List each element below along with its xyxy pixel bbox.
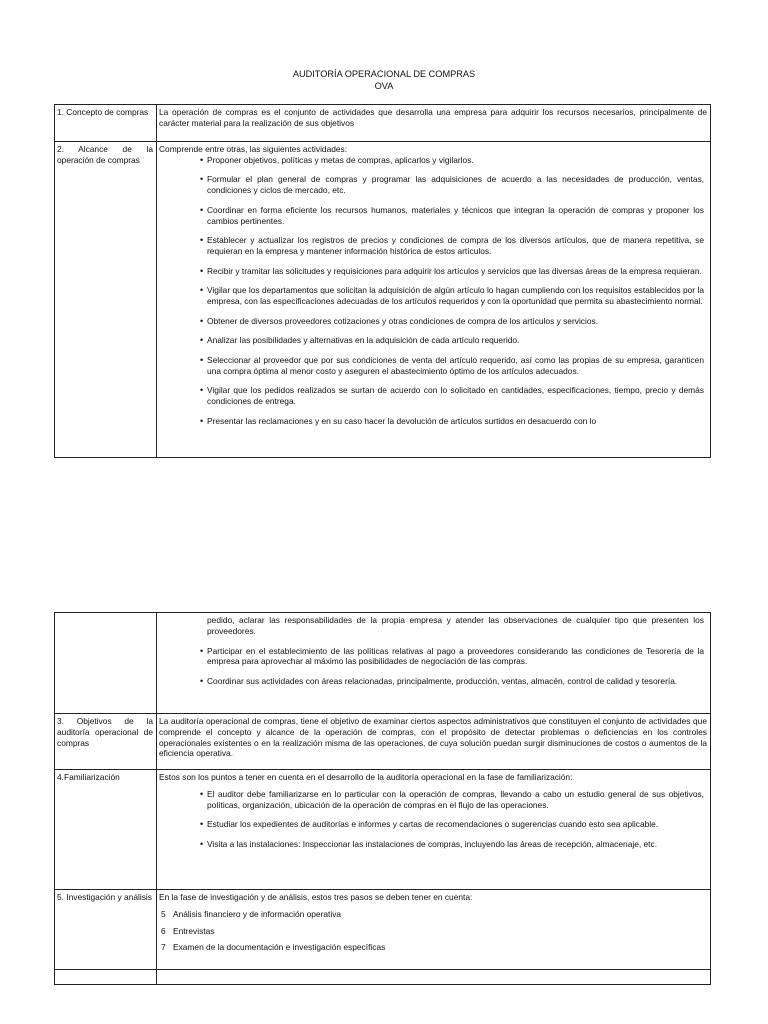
item-number: 7 [161,942,166,953]
document-title-block [0,69,768,92]
row-content [157,770,711,890]
row-label: 1. Concepto de compras [55,105,157,142]
audit-table-page-2 [54,612,711,985]
item-text: Análisis financiero y de información operativa [173,908,342,919]
numbered-item [161,942,707,953]
list-item: • Establecer y actualizar los registros de precios y condiciones de compra de los diversos artículos, que de manera repetitiva, se requieran en la empresa y mantener información histórica de estos artículos. [159,235,707,257]
item-number: 6 [161,925,166,936]
list-item: • Participar en el establecimiento de las políticas relativas al pago a proveedores considerando las condiciones de Tesorería de la empresa para aprovechar al máximo las posibilidades de negociación de las compras. [159,646,707,668]
row-intro: Comprende entre otras, las siguientes actividades: [159,144,348,154]
item-text: Examen de la documentación e investigación específicas [173,942,386,953]
list-item: • Formular el plan general de compras y programar las adquisiciones de acuerdo a las necesidades de producción, ventas, condiciones y ciclos de mercado, etc. [159,174,707,196]
row-content [157,142,711,458]
list-item: • Coordinar en forma eficiente los recursos humanos, materiales y técnicos que integran la operación de compras y proponer los cambios pertinentes. [159,205,707,227]
row-label-empty [55,613,157,714]
list-item: • Recibir y tramitar las solicitudes y requisiciones para adquirir los artículos y servicios que las diversas áreas de la empresa requieran. [159,266,707,277]
table-row-alcance [55,142,711,458]
list-item: • Vigilar que los pedidos realizados se surtan de acuerdo con lo solicitado en cantidades, especificaciones, tiempo, precio y demás condiciones de entrega. [159,385,707,407]
list-item: • Analizar las posibilidades y alternativas en la adquisición de cada artículo requerido. [159,335,707,346]
row-intro: En la fase de investigación y de análisis, estos tres pasos se deben tener en cuenta: [159,892,473,902]
list-item: • Proponer objetivos, políticas y metas de compras, aplicarlos y vigilarlos. [159,155,707,166]
table-row-alcance-continued [55,613,711,714]
row-content [157,613,711,714]
bullet-list [159,155,707,427]
list-item: • Vigilar que los departamentos que solicitan la adquisición de algún artículo lo hagan cumpliendo con los requisitos establecidos por la empresa, con las especificaciones adecuadas de los artículos requeridos y con la oportunidad que permita su abastecimiento normal. [159,285,707,307]
row-label: 4.Familiarización [55,770,157,890]
row-label: 2. Alcance de la operación de compras [55,142,157,458]
table-row-familiarizacion [55,770,711,890]
list-item: • Estudiar los expedientes de auditorías e informes y cartas de recomendaciones o sugerencias cuando esto sea aplicable. [159,819,707,830]
list-item: • Seleccionar al proveedor que por sus condiciones de venta del artículo requerido, así como las propias de su empresa, garanticen una compra óptima al menor costo y aseguren el abastecimiento óptimo de los artículos adecuados. [159,355,707,377]
row-label: 3. Objetivos de la auditoría operacional de compras [55,714,157,770]
document-subtitle: OVA [374,80,394,91]
list-item: • Coordinar sus actividades con áreas relacionadas, principalmente, producción, ventas, almacén, control de calidad y tesorería. [159,676,707,687]
numbered-item [161,909,707,920]
row-content: La auditoría operacional de compras, tiene el objetivo de examinar ciertos aspectos administrativos que constituyen el conjunto de actividades que comprende el concepto y alcance de la operación de compras, con el propósito de detectar problemas o deficiencias en los controles operacionales existentes o en la realización misma de las operaciones, de cuya solución puedan surgir disminuciones de costos o aumentos de la eficiencia operativa. [157,714,711,770]
table-row-concepto [55,105,711,142]
item-number: 5 [161,908,166,919]
list-item: • Visita a las instalaciones: Inspeccionar las instalaciones de compras, incluyendo las áreas de recepción, almacenaje, etc. [159,839,707,850]
row-content-empty [157,970,711,985]
table-row-empty [55,970,711,985]
numbered-item [161,926,707,937]
table-row-objetivos [55,714,711,770]
continued-text: pedido, aclarar las responsabilidades de la propia empresa y atender las observaciones de cualquier tipo que presenten los proveedores. [207,615,704,636]
bullet-list [159,646,707,687]
list-item: • El auditor debe familiarizarse en lo particular con la operación de compras, llevando a cabo un estudio general de sus objetivos, políticas, organización, ubicación de la operación de compras en el flujo de las operaciones. [159,789,707,811]
bullet-list [159,789,707,850]
audit-table-page-1 [54,104,711,458]
row-content: La operación de compras es el conjunto de actividades que desarrolla una empresa para adquirir los recursos necesarios, principalmente de carácter material para la realización de sus objetivos [157,105,711,142]
item-text: Entrevistas [173,925,215,936]
document-title: AUDITORÍA OPERACIONAL DE COMPRAS [292,69,476,79]
list-item: • Obtener de diversos proveedores cotizaciones y otras condiciones de compra de los artículos y servicios. [159,316,707,327]
row-label-empty [55,970,157,985]
table-row-investigacion [55,890,711,970]
row-content [157,890,711,970]
row-intro: Estos son los puntos a tener en cuenta en el desarrollo de la auditoría operacional en la fase de familiarización: [159,772,573,782]
row-label: 5. Investigación y análisis [55,890,157,970]
list-item: • Presentar las reclamaciones y en su caso hacer la devolución de artículos surtidos en desacuerdo con lo [159,416,707,427]
